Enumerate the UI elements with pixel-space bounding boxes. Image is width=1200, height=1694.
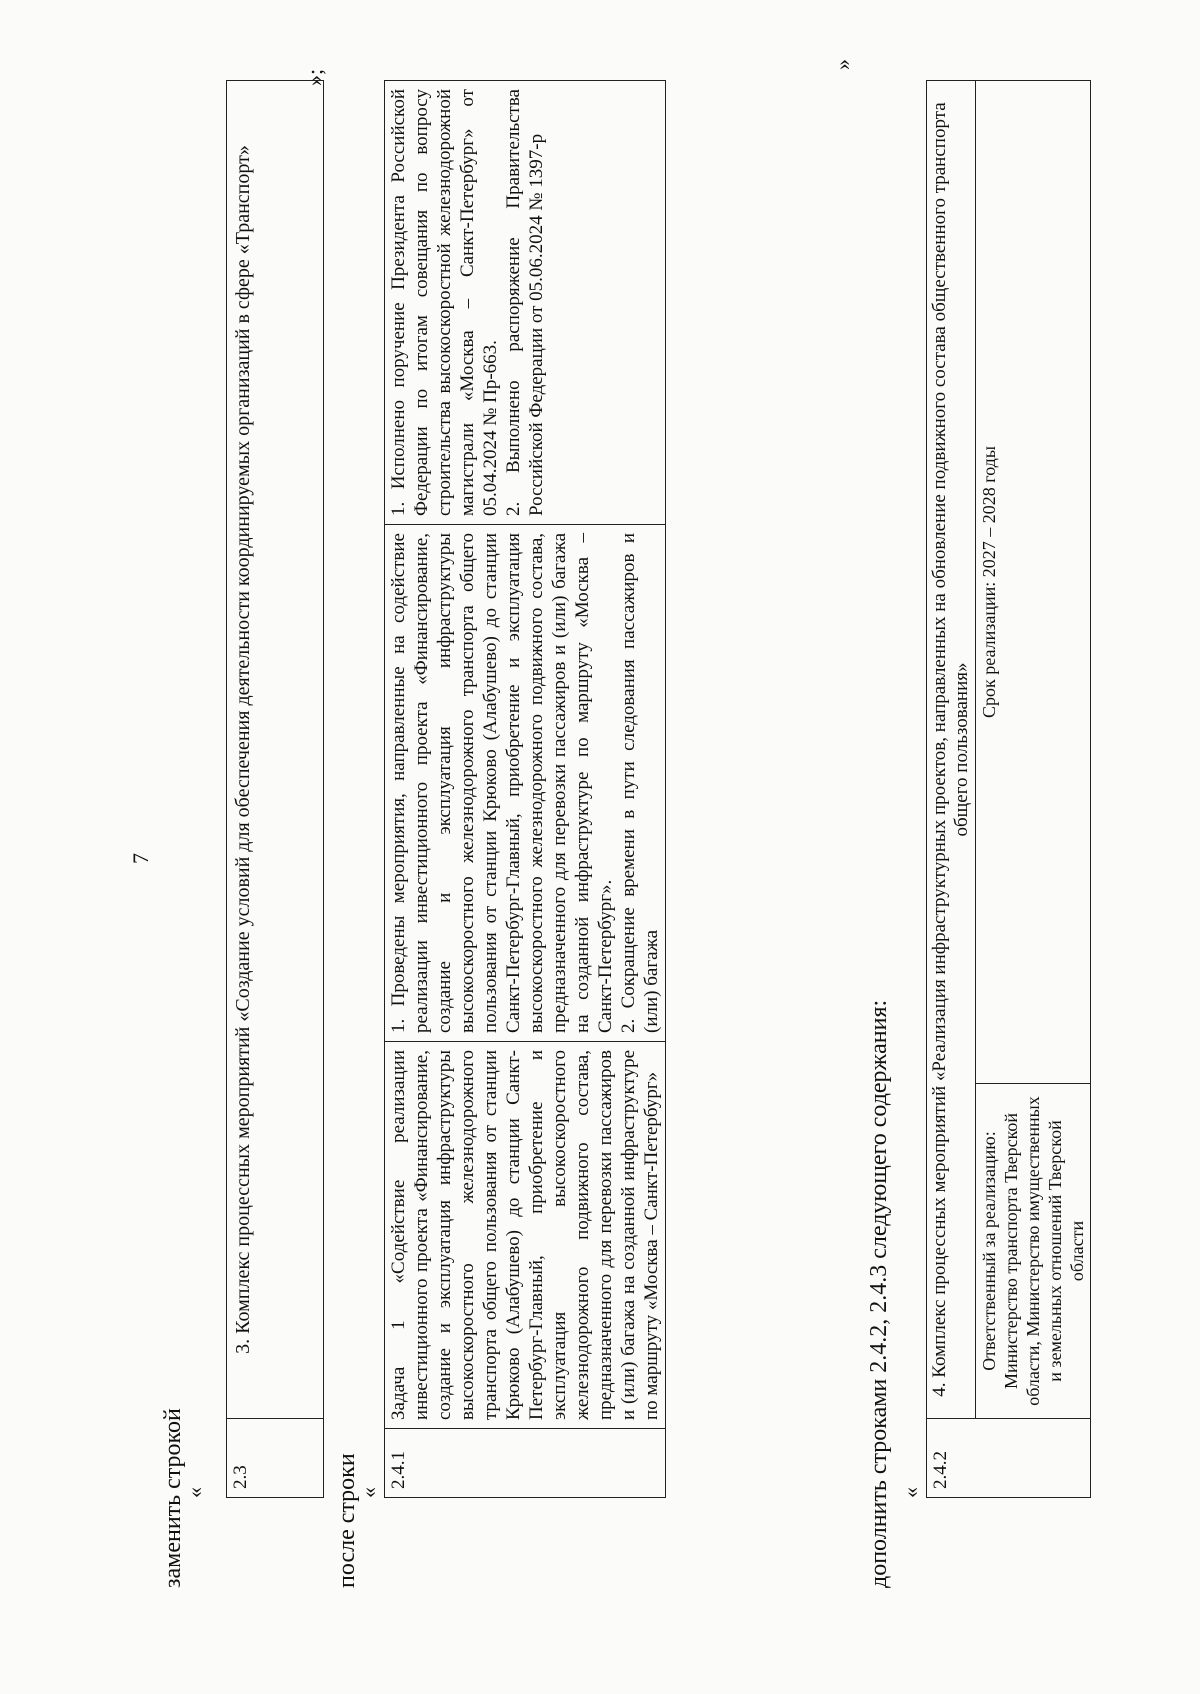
basis-item: 2. Выполнено распоряжение Правительства Российской Федерации от 05.06.2024 № 1397-р — [503, 89, 547, 516]
replace-instruction: заменить строкой — [160, 1408, 186, 1588]
complex-title: 4. Комплекс процессных мероприятий «Реализация инфраструктурных проектов, направленных на обновление подвижного состава общественного транспорта общего пользования» — [927, 81, 976, 1419]
result-item: 2. Сокращение времени в пути следования пассажиров и (или) багажа — [618, 533, 662, 1033]
open-quote: « — [182, 1487, 207, 1498]
basis-cell — [385, 81, 666, 525]
page-number: 7 — [128, 853, 153, 864]
close-quote: » — [830, 59, 855, 70]
row-number: 2.3 — [227, 1419, 324, 1498]
term-cell: Срок реализации: 2027 – 2028 годы — [976, 81, 1091, 1084]
row-text: 3. Комплекс процессных мероприятий «Создание условий для обеспечения деятельности координируемых организаций в сфере «Транспорт» — [227, 81, 324, 1419]
row-number: 2.4.2 — [927, 1419, 1091, 1498]
close-quote: »; — [302, 68, 327, 86]
task-cell: Задача 1 «Содействие реализации инвестиционного проекта «Финансирование, создание и эксплуатация инфраструктуры высокоскоростного железнодорожного транспорта общего пользования от станции Крюково (Алабушево) до станции Санкт-Петербург-Главный, приобретение и эксплуатация высокоскоростного железнодорожного подвижного состава, предназначенного для перевозки пассажиров и (или) багажа на созданной инфраструктуре по маршруту «Москва – Санкт-Петербург» — [385, 1042, 666, 1429]
open-quote: « — [356, 1487, 381, 1498]
table-row-2-4-1 — [384, 80, 666, 1498]
after-instruction: после строки — [334, 1453, 360, 1588]
append-instruction: дополнить строками 2.4.2, 2.4.3 следующего содержания: — [866, 999, 892, 1588]
result-item: 1. Проведены мероприятия, направленные на содействие реализации инвестиционного проекта «Финансирование, создание и эксплуатация инфраструктуры высокоскоростного железнодорожного транспорта общего пользования от станции Крюково (Алабушево) до станции Санкт-Петербург-Главный, приобретение и эксплуатация высокоскоростного железнодорожного подвижного состава, предназначенного для перевозки пассажиров и (или) багажа на созданной инфраструктуре по маршруту «Москва – Санкт-Петербург». — [388, 533, 616, 1033]
basis-item: 1. Исполнено поручение Президента Российской Федерации по итогам совещания по вопросу строительства высокоскоростной железнодорожной магистрали «Москва – Санкт-Петербург» от 05.04.2024 № Пр-663. — [388, 89, 501, 516]
table-row-2-4-2 — [926, 80, 1091, 1498]
responsible-cell: Ответственный за реализацию: Министерство транспорта Тверской области, Министерство имущественных и земельных отношений Тверской области — [976, 1084, 1091, 1419]
row-number: 2.4.1 — [385, 1429, 666, 1498]
results-cell — [385, 525, 666, 1042]
open-quote: « — [898, 1487, 923, 1498]
table-row-2-3 — [226, 80, 324, 1498]
